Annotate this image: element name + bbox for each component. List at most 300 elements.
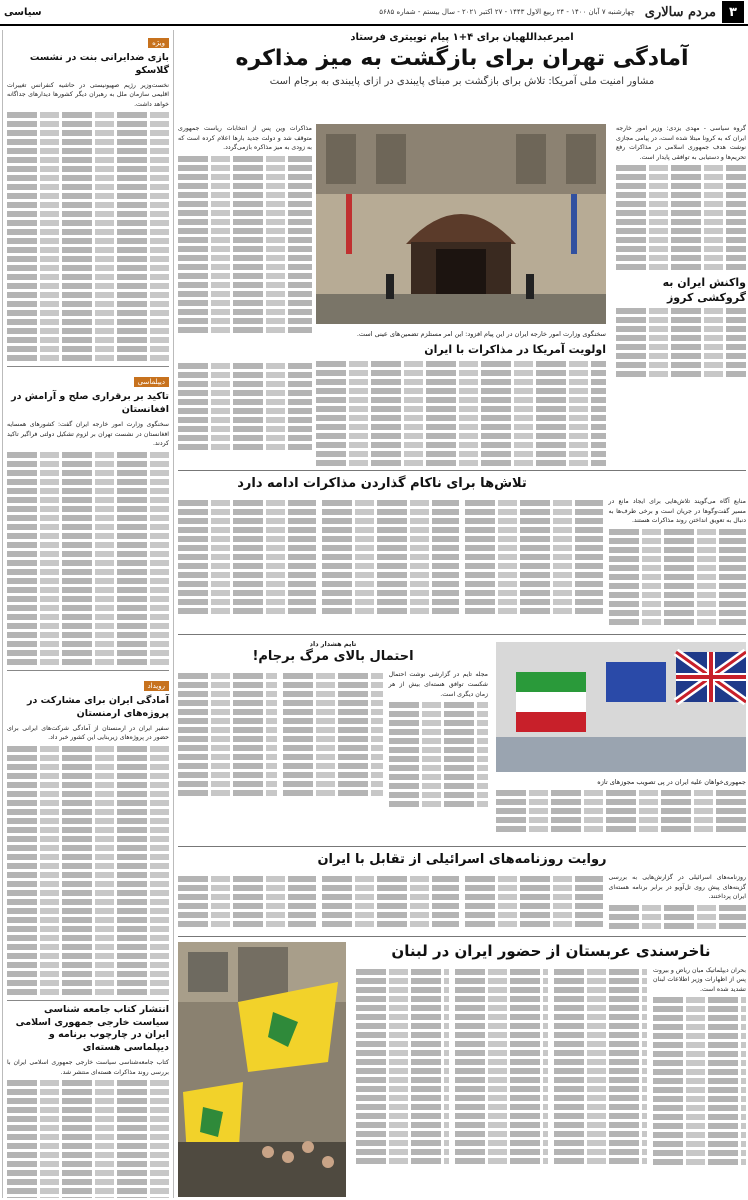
- lead-headline: آمادگی تهران برای بازگشت به میز مذاکره: [235, 46, 689, 71]
- text-line: [496, 817, 746, 823]
- text-line: [7, 121, 169, 127]
- text-line: [455, 1032, 548, 1038]
- text-line: [616, 246, 746, 252]
- text-line: [455, 1140, 548, 1146]
- text-line: [455, 1005, 548, 1011]
- text-line: [178, 228, 312, 234]
- text-line: [316, 442, 606, 448]
- text-line: [389, 720, 488, 726]
- text-line: [356, 1068, 449, 1074]
- text-line: [7, 746, 169, 752]
- text-line: [7, 166, 169, 172]
- text-line: [616, 371, 746, 377]
- text-line: [178, 399, 312, 405]
- text-line: [356, 1131, 449, 1137]
- text-line: [356, 1050, 449, 1056]
- text-line: [616, 335, 746, 341]
- flags-image: [496, 642, 746, 772]
- sidebar-item-text: نخست‌وزیر رژیم صهیونیستی در حاشیه کنفرانس تغییرات اقلیمی سازمان ملل به رهبران دیگر کشورها دیدارهای جداگانه خواهد داشت.: [7, 81, 169, 108]
- text-line: [283, 727, 382, 733]
- text-line: [178, 876, 316, 882]
- text-line: [465, 590, 603, 596]
- text-line: [389, 747, 488, 753]
- text-line: [389, 756, 488, 762]
- sidebar-tag: رویداد: [144, 681, 169, 691]
- text-line: [653, 1060, 746, 1066]
- text-line: [465, 581, 603, 587]
- text-line: [178, 727, 277, 733]
- text-line: [7, 202, 169, 208]
- text-line: [316, 451, 606, 457]
- text-line: [322, 509, 460, 515]
- lead-text-1: گروه سیاسی - مهدی یزدی: وزیر امور خارجه ایران که به کرونا مبتلا شده است، در پیامی مجازی نوشت هدف جمهوری اسلامی در مذاکرات رفع تحریم‌ها و دستیابی به توافقی پایدار است.: [616, 125, 746, 161]
- text-line: [616, 183, 746, 189]
- text-line: [178, 608, 316, 614]
- text-line: [178, 763, 277, 769]
- text-line: [283, 790, 382, 796]
- text-line: [7, 1116, 169, 1122]
- text-line: [322, 608, 460, 614]
- text-line: [554, 1014, 647, 1020]
- text-line: [455, 1086, 548, 1092]
- text-line: [7, 578, 169, 584]
- text-line: [322, 581, 460, 587]
- text-line: [554, 987, 647, 993]
- text-line: [7, 587, 169, 593]
- text-line: [609, 610, 747, 616]
- section-name: سیاسی: [4, 6, 42, 18]
- text-line: [178, 745, 277, 751]
- text-line: [7, 809, 169, 815]
- text-line: [455, 1095, 548, 1101]
- text-line: [322, 500, 460, 506]
- text-line: [616, 308, 746, 314]
- text-line: [283, 682, 382, 688]
- text-line: [356, 1158, 449, 1164]
- lead-kicker: امیرعبداللهیان برای ۴+۱ پیام توییتری فرستاد: [350, 32, 574, 43]
- text-line: [178, 300, 312, 306]
- text-line: [554, 1140, 647, 1146]
- text-line: [178, 536, 316, 542]
- text-line: [653, 1105, 746, 1111]
- text-line: [178, 174, 312, 180]
- text-line: [609, 905, 747, 911]
- text-line: [178, 201, 312, 207]
- text-line: [465, 545, 603, 551]
- text-line: [7, 148, 169, 154]
- text-line: [554, 1077, 647, 1083]
- text-line: [322, 590, 460, 596]
- text-line: [389, 729, 488, 735]
- text-line: [322, 536, 460, 542]
- text-line: [609, 547, 747, 553]
- story2-headline: تلاش‌ها برای ناکام گذاردن مذاکرات ادامه دارد: [237, 476, 527, 491]
- text-line: [455, 1059, 548, 1065]
- text-line: [322, 599, 460, 605]
- text-line: [7, 1152, 169, 1158]
- text-line: [283, 709, 382, 715]
- text-line: [356, 1041, 449, 1047]
- text-line: [554, 1050, 647, 1056]
- lebanon-crowd-photo: [178, 942, 346, 1197]
- text-line: [455, 978, 548, 984]
- story3-text: مجله تایم در گزارشی نوشت احتمال شکست توافق هسته‌ای بیش از هر زمان دیگری است.: [388, 671, 488, 698]
- text-line: [7, 461, 169, 467]
- text-line: [178, 192, 312, 198]
- text-line: [7, 184, 169, 190]
- text-line: [316, 361, 606, 367]
- text-line: [178, 885, 316, 891]
- text-line: [322, 885, 460, 891]
- text-line: [653, 1069, 746, 1075]
- text-line: [356, 1032, 449, 1038]
- text-line: [7, 542, 169, 548]
- text-line: [178, 210, 312, 216]
- text-line: [178, 363, 312, 369]
- text-line: [7, 1080, 169, 1086]
- text-line: [178, 372, 312, 378]
- story5-headline: ناخرسندی عربستان از حضور ایران در لبنان: [391, 942, 711, 960]
- text-line: [322, 921, 460, 927]
- text-line: [178, 518, 316, 524]
- text-line: [7, 791, 169, 797]
- text-line: [356, 1095, 449, 1101]
- text-line: [653, 1042, 746, 1048]
- text-line: [178, 165, 312, 171]
- text-line: [496, 826, 746, 832]
- text-line: [356, 1113, 449, 1119]
- text-line: [554, 1032, 647, 1038]
- sidebar: [2, 30, 174, 1198]
- text-line: [356, 1023, 449, 1029]
- text-line: [7, 497, 169, 503]
- dateline: چهارشنبه ۷ آبان ۱۴۰۰ - ۲۴ ربیع الاول ۱۴۴۳ - ۲۷ اکتبر ۲۰۲۱ - سال بیستم - شماره ۵۶۸۵: [379, 8, 635, 16]
- text-line: [616, 192, 746, 198]
- sidebar-item-text: سفیر ایران در ارمنستان از آمادگی شرکت‌های ایرانی برای حضور در پروژه‌های زیربنایی این کشور خبر داد.: [7, 724, 169, 742]
- text-line: [7, 301, 169, 307]
- text-line: [322, 545, 460, 551]
- text-line: [7, 845, 169, 851]
- text-line: [7, 755, 169, 761]
- text-line: [178, 264, 312, 270]
- text-line: [7, 971, 169, 977]
- text-line: [455, 1131, 548, 1137]
- lead-lower-left: [178, 360, 312, 460]
- text-line: [7, 211, 169, 217]
- text-line: [356, 1005, 449, 1011]
- text-line: [178, 545, 316, 551]
- text-line: [316, 433, 606, 439]
- text-line: [356, 969, 449, 975]
- text-line: [7, 782, 169, 788]
- text-line: [609, 556, 747, 562]
- text-line: [7, 479, 169, 485]
- text-line: [178, 691, 277, 697]
- text-line: [7, 265, 169, 271]
- text-line: [554, 1104, 647, 1110]
- text-line: [653, 1015, 746, 1021]
- text-line: [7, 157, 169, 163]
- text-line: [7, 112, 169, 118]
- text-line: [7, 962, 169, 968]
- text-line: [322, 912, 460, 918]
- text-line: [465, 903, 603, 909]
- text-line: [465, 921, 603, 927]
- text-line: [178, 894, 316, 900]
- story-jcpoa-death: [178, 640, 488, 840]
- text-line: [7, 1188, 169, 1194]
- story-israeli-press: [178, 852, 746, 930]
- lead-photo: [316, 124, 606, 324]
- text-line: [283, 736, 382, 742]
- text-line: [316, 397, 606, 403]
- text-line: [455, 1068, 548, 1074]
- text-line: [7, 764, 169, 770]
- text-line: [178, 736, 277, 742]
- text-line: [178, 282, 312, 288]
- text-line: [7, 355, 169, 361]
- lead-column-left: [178, 124, 312, 354]
- text-line: [455, 969, 548, 975]
- text-line: [7, 863, 169, 869]
- text-line: [178, 318, 312, 324]
- text-line: [465, 500, 603, 506]
- story-negotiations: [178, 476, 746, 626]
- text-line: [7, 488, 169, 494]
- text-line: [178, 599, 316, 605]
- text-line: [554, 978, 647, 984]
- text-line: [609, 538, 747, 544]
- text-line: [356, 1149, 449, 1155]
- flags-photo: [496, 642, 746, 772]
- text-line: [616, 255, 746, 261]
- text-line: [316, 379, 606, 385]
- newspaper-logo: مردم سالاری: [644, 4, 716, 20]
- text-line: [7, 1143, 169, 1149]
- text-line: [178, 563, 316, 569]
- text-line: [7, 515, 169, 521]
- text-line: [7, 193, 169, 199]
- text-line: [7, 1125, 169, 1131]
- text-line: [178, 183, 312, 189]
- story5-text: بحران دیپلماتیک میان ریاض و بیروت پس از اظهارات وزیر اطلاعات لبنان تشدید شده است.: [653, 966, 746, 993]
- text-line: [7, 818, 169, 824]
- hotel-facade-image: [316, 124, 606, 324]
- text-line: [316, 415, 606, 421]
- text-line: [554, 1149, 647, 1155]
- text-line: [616, 326, 746, 332]
- story3-photo-caption: جمهوری‌خواهان علیه ایران در پی تصویب مجوزهای تازه: [597, 778, 746, 786]
- text-line: [178, 408, 312, 414]
- text-line: [356, 1086, 449, 1092]
- text-line: [7, 346, 169, 352]
- text-line: [178, 709, 277, 715]
- text-line: [356, 1077, 449, 1083]
- text-line: [616, 353, 746, 359]
- text-line: [283, 700, 382, 706]
- text-line: [7, 139, 169, 145]
- text-line: [609, 574, 747, 580]
- text-line: [7, 659, 169, 665]
- text-line: [178, 255, 312, 261]
- text-line: [7, 310, 169, 316]
- text-line: [554, 1068, 647, 1074]
- text-line: [455, 1041, 548, 1047]
- text-line: [7, 470, 169, 476]
- text-line: [283, 772, 382, 778]
- text-line: [7, 890, 169, 896]
- text-line: [389, 765, 488, 771]
- text-line: [554, 996, 647, 1002]
- text-line: [653, 1051, 746, 1057]
- text-line: [7, 605, 169, 611]
- text-line: [178, 390, 312, 396]
- text-line: [178, 590, 316, 596]
- text-line: [616, 165, 746, 171]
- story4-headline: روایت روزنامه‌های اسرائیلی از تقابل با ایران: [317, 852, 607, 867]
- text-line: [554, 1086, 647, 1092]
- story2-text: منابع آگاه می‌گویند تلاش‌هایی برای ایجاد مانع در مسیر گفت‌وگوها در جریان است و برخی طرف‌ها به دنبال به تعویق انداختن روند مذاکرات هستند.: [608, 497, 746, 525]
- text-line: [7, 319, 169, 325]
- text-line: [178, 417, 312, 423]
- text-line: [616, 219, 746, 225]
- text-line: [178, 444, 312, 450]
- text-line: [283, 754, 382, 760]
- text-line: [7, 623, 169, 629]
- text-line: [389, 774, 488, 780]
- text-line: [322, 527, 460, 533]
- text-line: [7, 980, 169, 986]
- text-line: [7, 1197, 169, 1198]
- text-line: [465, 554, 603, 560]
- text-line: [653, 1141, 746, 1147]
- text-line: [316, 370, 606, 376]
- text-line: [7, 337, 169, 343]
- text-line: [7, 130, 169, 136]
- text-line: [7, 292, 169, 298]
- text-line: [7, 827, 169, 833]
- main-content: [178, 30, 746, 1198]
- text-line: [616, 362, 746, 368]
- sidebar-item-title: آمادگی ایران برای مشارکت در پروژه‌های ارمنستان: [27, 694, 169, 719]
- text-line: [178, 700, 277, 706]
- text-line: [616, 201, 746, 207]
- text-line: [356, 1059, 449, 1065]
- text-line: [178, 309, 312, 315]
- story-saudi-lebanon: [356, 942, 746, 1198]
- text-line: [616, 237, 746, 243]
- text-line: [465, 876, 603, 882]
- text-line: [616, 228, 746, 234]
- text-line: [7, 1179, 169, 1185]
- text-line: [178, 435, 312, 441]
- text-line: [316, 388, 606, 394]
- text-line: [616, 344, 746, 350]
- text-line: [316, 406, 606, 412]
- text-line: [653, 1123, 746, 1129]
- lead-subsection-2: اولویت آمریکا در مذاکرات با ایران: [424, 343, 606, 357]
- page-number: ۳: [722, 1, 744, 23]
- text-line: [554, 1041, 647, 1047]
- text-line: [455, 987, 548, 993]
- text-line: [554, 1131, 647, 1137]
- text-line: [465, 563, 603, 569]
- lead-column-right: [616, 124, 746, 454]
- text-line: [283, 691, 382, 697]
- text-line: [283, 745, 382, 751]
- text-line: [7, 452, 169, 458]
- sidebar-tag: ویژه: [148, 38, 169, 48]
- text-line: [178, 527, 316, 533]
- text-line: [554, 1005, 647, 1011]
- text-line: [465, 536, 603, 542]
- text-line: [554, 1059, 647, 1065]
- text-line: [7, 560, 169, 566]
- text-line: [465, 912, 603, 918]
- text-line: [7, 1161, 169, 1167]
- text-line: [356, 978, 449, 984]
- text-line: [7, 1134, 169, 1140]
- text-line: [455, 1149, 548, 1155]
- text-line: [7, 596, 169, 602]
- story3-kicker: تایم هشدار داد: [309, 640, 357, 648]
- text-line: [322, 903, 460, 909]
- text-line: [178, 426, 312, 432]
- text-line: [7, 989, 169, 995]
- text-line: [322, 894, 460, 900]
- text-line: [178, 219, 312, 225]
- text-line: [178, 273, 312, 279]
- text-line: [389, 801, 488, 807]
- text-line: [465, 885, 603, 891]
- sidebar-item-text: کتاب جامعه‌شناسی سیاست خارجی جمهوری اسلامی ایران با بررسی روند مذاکرات هسته‌ای منتشر شد.: [7, 1059, 169, 1076]
- text-line: [356, 1014, 449, 1020]
- text-line: [322, 554, 460, 560]
- text-line: [178, 912, 316, 918]
- text-line: [7, 953, 169, 959]
- text-line: [465, 608, 603, 614]
- text-line: [609, 583, 747, 589]
- text-line: [609, 619, 747, 625]
- story4-text: روزنامه‌های اسرائیلی در گزارش‌هایی به بررسی گزینه‌های پیش روی تل‌آویو در برابر برنامه هسته‌ای ایران پرداختند.: [608, 873, 746, 901]
- text-line: [7, 274, 169, 280]
- text-line: [465, 527, 603, 533]
- text-line: [7, 1170, 169, 1176]
- text-line: [7, 1107, 169, 1113]
- text-line: [554, 969, 647, 975]
- sidebar-item-text: سخنگوی وزارت امور خارجه ایران گفت: کشورهای همسایه افغانستان در نشست تهران بر لزوم تشکیل دولتی فراگیر تاکید کردند.: [7, 421, 169, 448]
- text-line: [7, 328, 169, 334]
- text-line: [322, 518, 460, 524]
- text-line: [178, 581, 316, 587]
- text-line: [356, 1122, 449, 1128]
- text-line: [616, 174, 746, 180]
- text-line: [178, 327, 312, 333]
- text-line: [653, 1024, 746, 1030]
- text-line: [7, 773, 169, 779]
- text-line: [7, 632, 169, 638]
- text-line: [356, 1104, 449, 1110]
- text-line: [653, 1150, 746, 1156]
- text-line: [316, 424, 606, 430]
- text-line: [7, 854, 169, 860]
- text-line: [7, 641, 169, 647]
- text-line: [455, 1158, 548, 1164]
- text-line: [389, 792, 488, 798]
- text-line: [7, 229, 169, 235]
- text-line: [465, 894, 603, 900]
- text-line: [389, 702, 488, 708]
